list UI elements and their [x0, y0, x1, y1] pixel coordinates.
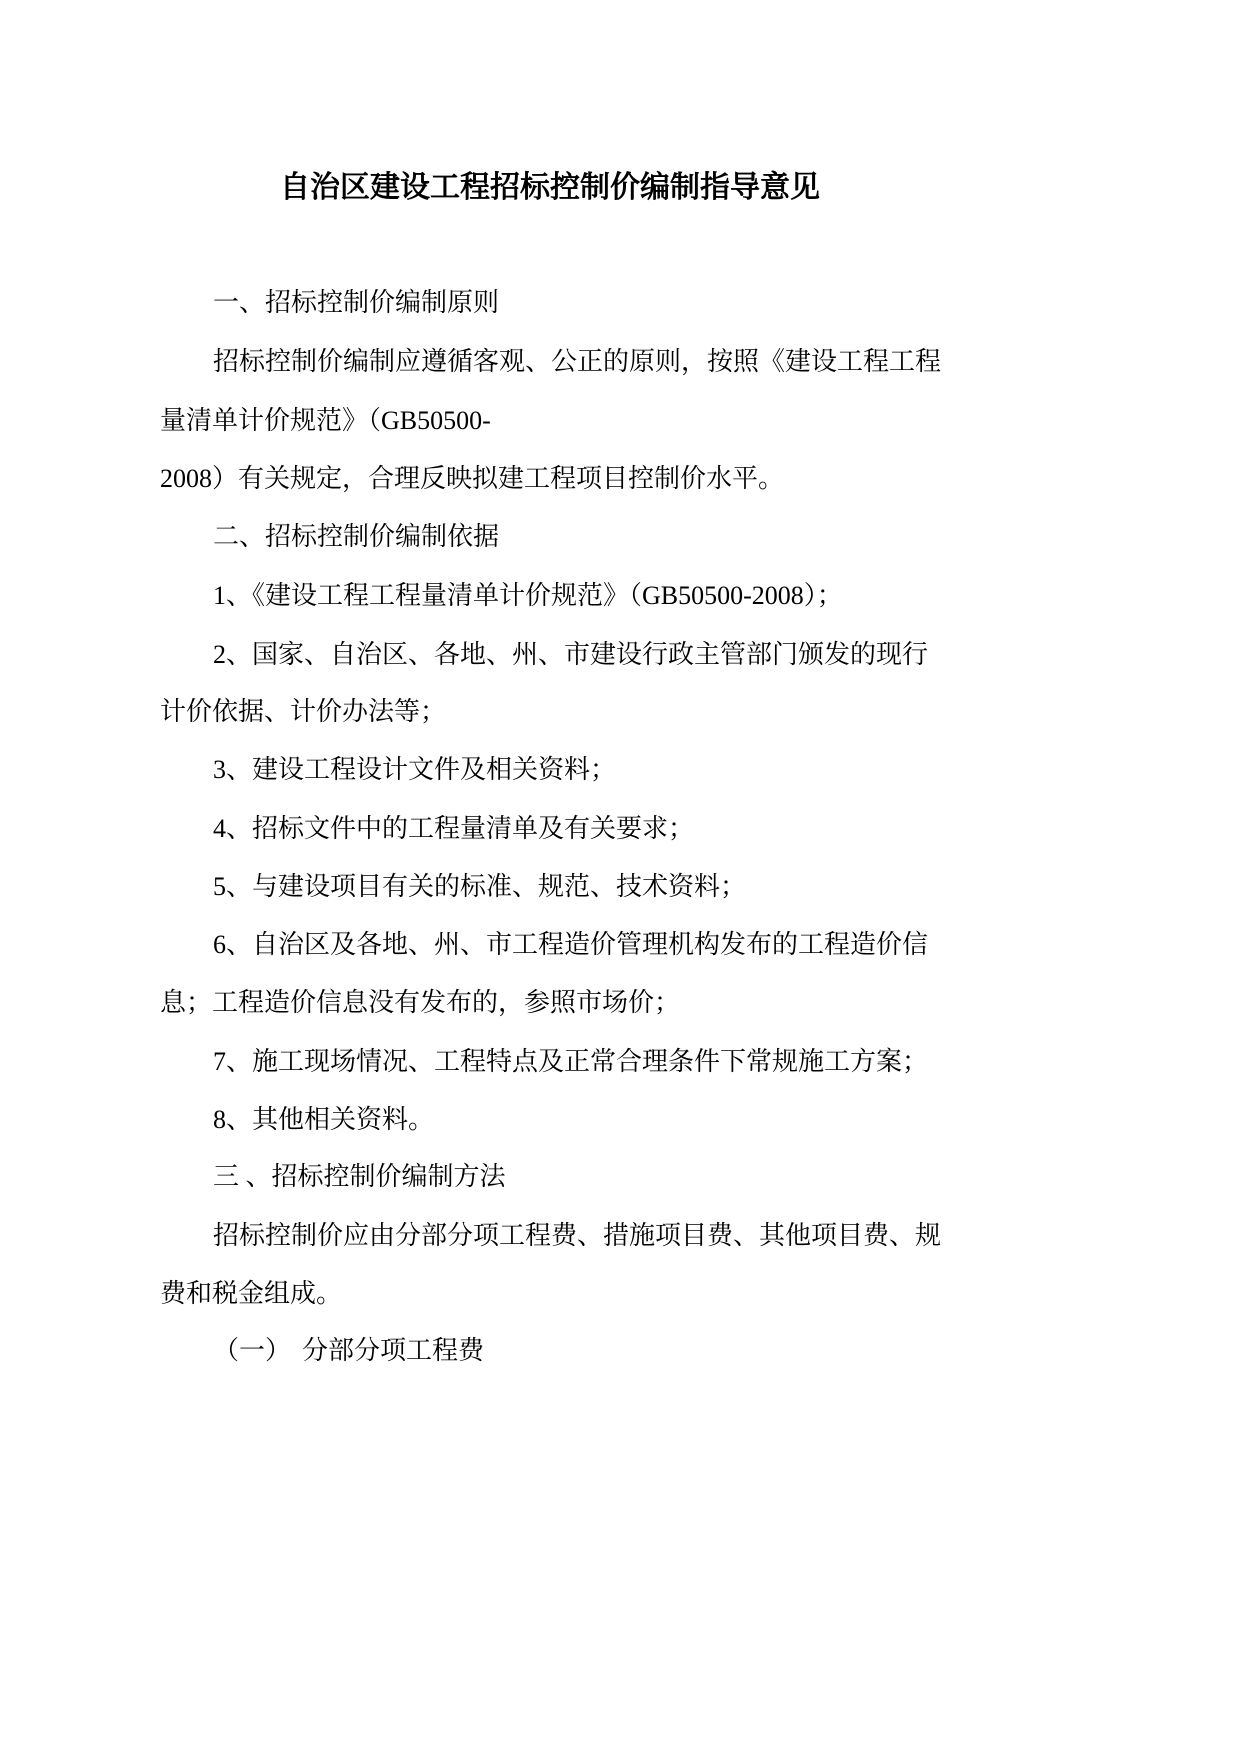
section-1-heading: 一、招标控制价编制原则 [213, 288, 500, 317]
subsection-number: （一） [213, 1336, 292, 1365]
section-1-paragraph-line: 招标控制价编制应遵循客观、公正的原则，按照《建设工程工程 [213, 347, 942, 376]
section-3-paragraph-line: 招标控制价应由分部分项工程费、措施项目费、其他项目费、规 [213, 1221, 942, 1250]
section-3-heading: 三 、招标控制价编制方法 [213, 1162, 506, 1191]
list-item: 3、建设工程设计文件及相关资料； [213, 755, 617, 784]
list-item: 6、自治区及各地、州、市工程造价管理机构发布的工程造价信 [213, 930, 929, 959]
list-item-continuation: 计价依据、计价办法等； [160, 697, 447, 726]
list-item-continuation: 息；工程造价信息没有发布的，参照市场价； [160, 988, 681, 1017]
section-2-heading: 二、招标控制价编制依据 [213, 522, 500, 551]
list-item: 8、其他相关资料。 [213, 1105, 435, 1134]
list-item: 4、招标文件中的工程量清单及有关要求； [213, 814, 695, 843]
section-1-paragraph-line: 量清单计价规范》（GB50500- [160, 406, 491, 435]
document-title: 自治区建设工程招标控制价编制指导意见 [280, 171, 820, 204]
subsection-title: 分部分项工程费 [302, 1336, 485, 1365]
list-item: 5、与建设项目有关的标准、规范、技术资料； [213, 872, 747, 901]
list-item: 1、《建设工程工程量清单计价规范》（GB50500-2008）； [213, 581, 843, 610]
list-item: 7、施工现场情况、工程特点及正常合理条件下常规施工方案； [213, 1047, 929, 1076]
section-1-paragraph-line: 2008）有关规定，合理反映拟建工程项目控制价水平。 [160, 464, 785, 493]
section-3-paragraph-line: 费和税金组成。 [160, 1279, 343, 1308]
list-item: 2、国家、自治区、各地、州、市建设行政主管部门颁发的现行 [213, 640, 929, 669]
